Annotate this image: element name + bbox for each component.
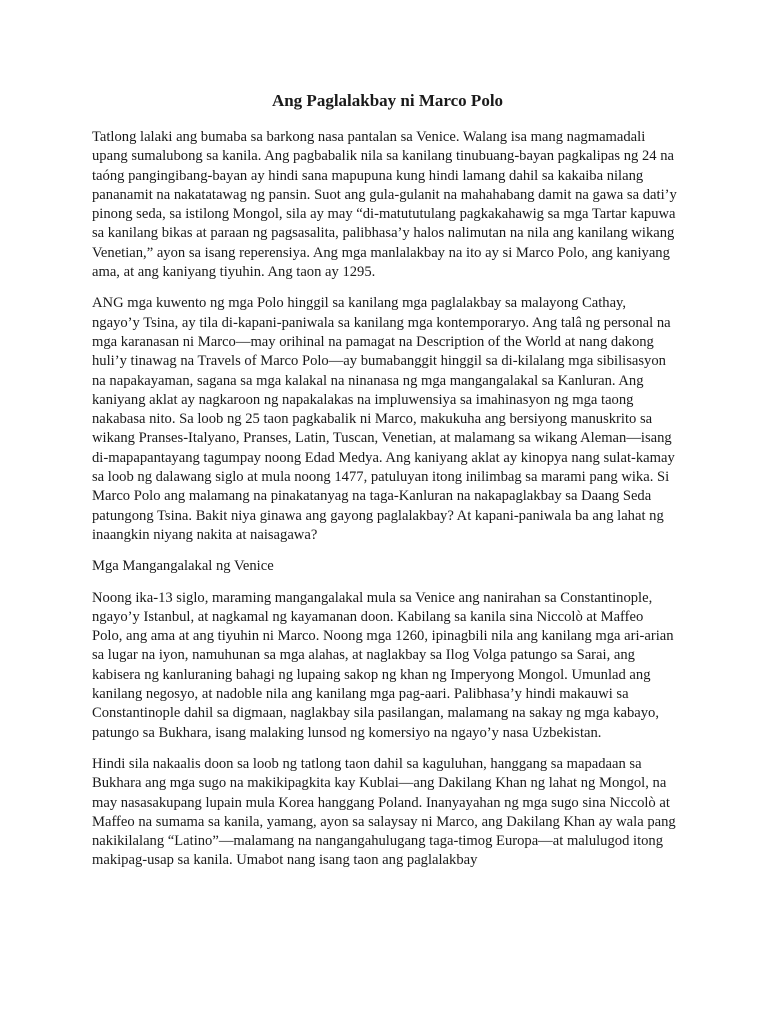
section-heading: Mga Mangangalakal ng Venice [92, 558, 274, 575]
paragraph-bukhara: Hindi sila nakaalis doon sa loob ng tatlong taon dahil sa kaguluhan, hanggang sa mapadaan sa Bukhara ang mga sugo na makikipagkita kay Kublai—ang Dakilang Khan ng lahat ng Mongol, na may nasasakupang lupain mula Korea hanggang Poland. Inanyayahan ng mga sugo sina Niccolò at Maffeo na sumama sa kanila, yamang, ayon sa salaysay ni Marco, ang Dakilang Khan ay wala pang nakikilalang “Latino”—malamang na nangangahulugang taga-timog Europa—at malulugod itong makipag-usap sa kanila. Umabot nang isang taon ang paglalakbay [92, 755, 676, 869]
paragraph-intro: Tatlong lalaki ang bumaba sa barkong nasa pantalan sa Venice. Walang isa mang nagmamadali upang sumalubong sa kanila. Ang pagbabalik nila sa kanilang tinubuang-bayan pagkalipas ng 24 na taóng pangingibang-bayan ay hindi sana mapupuna kung hindi lamang dahil sa kakaiba nilang pananamit na nakatatawag ng pansin. Suot ang gula-gulanit na mahahabang damit na gawa sa dati’y pinong seda, sa istilong Mongol, sila ay may “di-matututulang pagkakahawig sa mga Tartar kapuwa sa kanilang bikas at paraan ng pagsasalita, palibhasa’y halos nalimutan na nila ang kanilang wikang Venetian,” ayon sa isang reperensiya. Ang mga manlalakbay na ito ay si Marco Polo, ang kaniyang ama, at ang kaniyang tiyuhin. Ang taon ay 1295. [92, 129, 677, 281]
paragraph-venice-merchants: Noong ika-13 siglo, maraming mangangalakal mula sa Venice ang nanirahan sa Constantinople, ngayo’y Istanbul, at nagkamal ng kayamanan doon. Kabilang sa kanila sina Niccolò at Maffeo Polo, ang ama at ang tiyuhin ni Marco. Noong mga 1260, ipinagbili nila ang kanilang mga ari-arian sa lugar na iyon, namuhunan sa mga alahas, at naglakbay sa Ilog Volga patungo sa Sarai, ang kabisera ng kanluraning bahagi ng lupaing sakop ng khan ng Imperyong Mongol. Umunlad ang kanilang negosyo, at nadoble nila ang kanilang mga pag-aari. Palibhasa’y hindi makauwi sa Constantinople dahil sa digmaan, naglakbay sila pasilangan, malamang na sakay ng mga kabayo, patungo sa Bukhara, isang malaking lunsod ng komersiyo na ngayo’y nasa Uzbekistan. [92, 589, 674, 741]
document-title: Ang Paglalakbay ni Marco Polo [271, 91, 504, 110]
document-body [92, 90, 677, 883]
paragraph-polo-accounts: ANG mga kuwento ng mga Polo hinggil sa kanilang mga paglalakbay sa malayong Cathay, ngayo’y Tsina, ay tila di-kapani-paniwala sa kanilang mga kontemporaryo. Ang talâ ng personal na mga karanasan ni Marco—may orihinal na pamagat na Description of the World at nang dakong huli’y tinawag na Travels of Marco Polo—ay bumabanggit hinggil sa di-kilalang mga sibilisasyon na napakayaman, sagana sa mga kalakal na ninanasa ng mga mangangalakal sa Kanluran. Ang kaniyang aklat ay nagkaroon ng napakalakas na impluwensiya sa imahinasyon ng mga taong nakabasa nito. Sa loob ng 25 taon pagkabalik ni Marco, makukuha ang bersiyong manuskrito sa wikang Pranses-Italyano, Pranses, Latin, Tuscan, Venetian, at malamang sa wikang Aleman—isang di-mapapantayang tagumpay noong Edad Medya. Ang kaniyang aklat ay kinopya nang sulat-kamay sa loob ng dalawang siglo at mula noong 1477, patuluyan itong inilimbag sa marami pang wika. Si Marco Polo ang malamang na pinakatanyag na taga-Kanluran na nakapaglakbay sa Daang Seda patungong Tsina. Bakit niya ginawa ang gayong paglalakbay? At kapani-paniwala ba ang lahat ng inaangkin niyang nakita at naisagawa? [92, 295, 675, 543]
